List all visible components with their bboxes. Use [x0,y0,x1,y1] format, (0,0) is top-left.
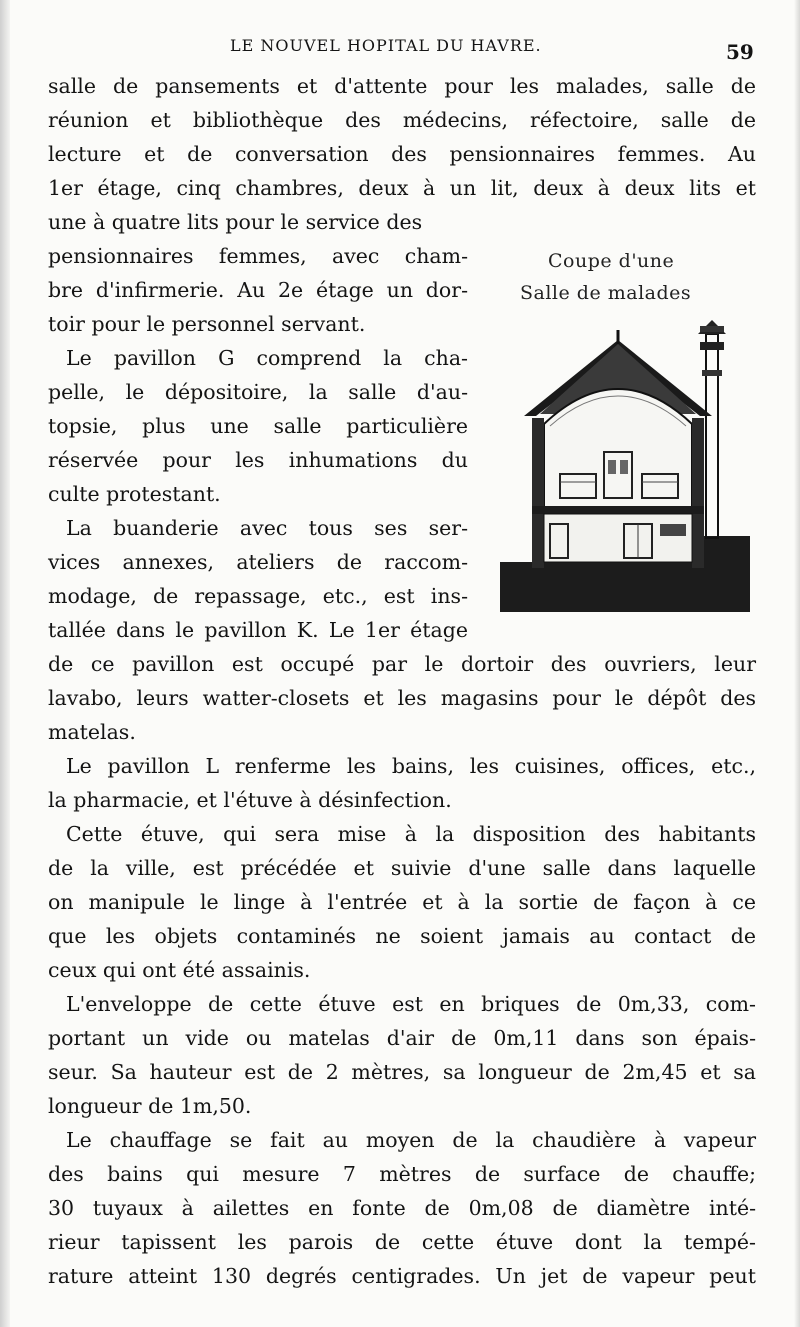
figure-caption-line: Salle de malades [520,282,692,304]
text-line: portant un vide ou matelas d'air de 0m,11 dans son épais- [48,1026,756,1050]
text-line: longueur de 1m,50. [48,1094,252,1118]
page-number: 59 [726,40,754,64]
text-line: de ce pavillon est occupé par le dortoir des ouvriers, leur [48,652,756,676]
text-line: La buanderie avec tous ses ser- [66,516,468,540]
text-line: rature atteint 130 degrés centigrades. Un jet de vapeur peut [48,1264,756,1288]
text-line: de la ville, est précédée et suivie d'une salle dans laquelle [48,856,756,880]
text-line: la pharmacie, et l'étuve à désinfection. [48,788,452,812]
text-line: salle de pansements et d'attente pour les malades, salle de [48,74,756,98]
text-line: lavabo, leurs watter-closets et les magasins pour le dépôt des [48,686,756,710]
building-section-drawing [500,314,756,614]
text-line: lecture et de conversation des pensionnaires femmes. Au [48,142,756,166]
text-line: une à quatre lits pour le service des [48,210,423,234]
text-line: rieur tapissent les parois de cette étuve dont la tempé- [48,1230,756,1254]
text-line: seur. Sa hauteur est de 2 mètres, sa longueur de 2m,45 et sa [48,1060,756,1084]
text-line: tallée dans le pavillon K. Le 1er étage [48,618,468,642]
text-line: bre d'infirmerie. Au 2e étage un dor- [48,278,468,302]
figure-caption-line: Coupe d'une [548,250,675,272]
text-line: des bains qui mesure 7 mètres de surface de chauffe; [48,1162,756,1186]
text-line: vices annexes, ateliers de raccom- [48,550,468,574]
text-line: 1er étage, cinq chambres, deux à un lit, deux à deux lits et [48,176,756,200]
text-line: Le chauffage se fait au moyen de la chaudière à vapeur [66,1128,756,1152]
text-line: 30 tuyaux à ailettes en fonte de 0m,08 de diamètre inté- [48,1196,756,1220]
text-line: on manipule le linge à l'entrée et à la sortie de façon à ce [48,890,756,914]
text-line: ceux qui ont été assainis. [48,958,311,982]
text-line: culte protestant. [48,482,221,506]
text-line: Cette étuve, qui sera mise à la disposition des habitants [66,822,756,846]
text-line: réunion et bibliothèque des médecins, réfectoire, salle de [48,108,756,132]
text-line: que les objets contaminés ne soient jamais au contact de [48,924,756,948]
text-line: L'enveloppe de cette étuve est en briques de 0m,33, com- [66,992,756,1016]
text-line: modage, de repassage, etc., est ins- [48,584,468,608]
text-line: pensionnaires femmes, avec cham- [48,244,468,268]
text-line: réservée pour les inhumations du [48,448,468,472]
ward-section-figure [500,246,756,614]
text-line: toir pour le personnel servant. [48,312,366,336]
text-line: Le pavillon G comprend la cha- [66,346,468,370]
running-title: LE NOUVEL HOPITAL DU HAVRE. [230,36,542,55]
text-line: matelas. [48,720,136,744]
text-line: pelle, le dépositoire, la salle d'au- [48,380,468,404]
text-line: Le pavillon L renferme les bains, les cuisines, offices, etc., [66,754,756,778]
text-line: topsie, plus une salle particulière [48,414,468,438]
